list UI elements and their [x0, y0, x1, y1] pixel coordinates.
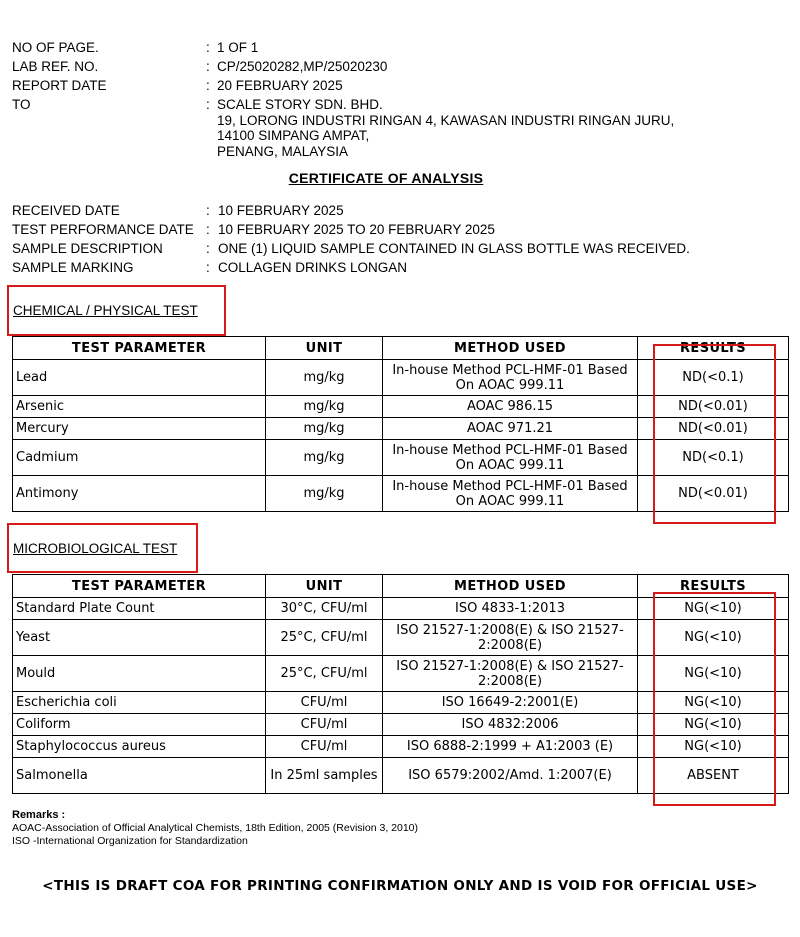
cell-result: NG(<10) — [638, 598, 789, 620]
chemical-results-highlight — [653, 344, 776, 524]
remarks-line: AOAC-Association of Official Analytical Chemists, 18th Edition, 2005 (Revision 3, 2010) — [12, 822, 419, 834]
field-label: NO OF PAGE. — [12, 40, 99, 55]
address-line: SCALE STORY SDN. BHD. — [217, 97, 383, 112]
cell-method: ISO 4832:2006 — [383, 714, 638, 736]
cell-unit: CFU/ml — [266, 736, 383, 758]
header-method-used: METHOD USED — [383, 337, 638, 360]
field-label: LAB REF. NO. — [12, 59, 99, 74]
cell-method: In-house Method PCL-HMF-01 Based On AOAC 999.11 — [383, 476, 638, 512]
cell-unit: In 25ml samples — [266, 758, 383, 794]
cell-parameter: Coliform — [13, 714, 266, 736]
cell-parameter: Cadmium — [13, 440, 266, 476]
micro-section-title: MICROBIOLOGICAL TEST — [13, 541, 178, 556]
cell-result: ABSENT — [638, 758, 789, 794]
cell-method: ISO 21527-1:2008(E) & ISO 21527-2:2008(E) — [383, 620, 638, 656]
field-label: REPORT DATE — [12, 78, 107, 93]
header-results: RESULTS — [638, 575, 789, 598]
cell-parameter: Mercury — [13, 418, 266, 440]
cell-method: ISO 4833-1:2013 — [383, 598, 638, 620]
cell-unit: 25°C, CFU/ml — [266, 620, 383, 656]
micro-results-highlight — [653, 592, 776, 806]
certificate-title: CERTIFICATE OF ANALYSIS — [288, 170, 484, 186]
field-label: SAMPLE MARKING — [12, 260, 134, 275]
chemical-title-highlight — [7, 285, 226, 336]
remarks-line: ISO -International Organization for Standardization — [12, 835, 248, 847]
address-line: 19, LORONG INDUSTRI RINGAN 4, KAWASAN INDUSTRI RINGAN JURU, — [217, 112, 675, 128]
cell-result: ND(<0.01) — [638, 418, 789, 440]
cell-result: ND(<0.01) — [638, 396, 789, 418]
cell-result: ND(<0.1) — [638, 360, 789, 396]
cell-parameter: Staphylococcus aureus — [13, 736, 266, 758]
cell-result: NG(<10) — [638, 714, 789, 736]
field-value: CP/25020282,MP/25020230 — [217, 59, 388, 74]
cell-unit: 25°C, CFU/ml — [266, 656, 383, 692]
cell-parameter: Arsenic — [13, 396, 266, 418]
cell-method: ISO 16649-2:2001(E) — [383, 692, 638, 714]
header-unit: UNIT — [266, 337, 383, 360]
header-method-used: METHOD USED — [383, 575, 638, 598]
cell-parameter: Standard Plate Count — [13, 598, 266, 620]
cell-parameter: Salmonella — [13, 758, 266, 794]
field-label: RECEIVED DATE — [12, 203, 120, 218]
address-line: 14100 SIMPANG AMPAT, — [217, 128, 370, 143]
cell-result: ND(<0.1) — [638, 440, 789, 476]
header-unit: UNIT — [266, 575, 383, 598]
remarks-title: Remarks : — [12, 809, 66, 821]
header-test-parameter: TEST PARAMETER — [13, 337, 266, 360]
field-value: 20 FEBRUARY 2025 — [217, 78, 343, 93]
cell-method: AOAC 986.15 — [383, 396, 638, 418]
cell-parameter: Mould — [13, 656, 266, 692]
cell-unit: mg/kg — [266, 396, 383, 418]
cell-parameter: Escherichia coli — [13, 692, 266, 714]
cell-unit: CFU/ml — [266, 714, 383, 736]
field-label: SAMPLE DESCRIPTION — [12, 241, 163, 256]
cell-parameter: Antimony — [13, 476, 266, 512]
cell-unit: mg/kg — [266, 476, 383, 512]
cell-method: ISO 21527-1:2008(E) & ISO 21527-2:2008(E) — [383, 656, 638, 692]
cell-method: AOAC 971.21 — [383, 418, 638, 440]
cell-unit: mg/kg — [266, 418, 383, 440]
remarks — [12, 809, 418, 848]
cell-unit: CFU/ml — [266, 692, 383, 714]
cell-unit: mg/kg — [266, 360, 383, 396]
cell-method: ISO 6579:2002/Amd. 1:2007(E) — [383, 758, 638, 794]
address-block — [217, 97, 674, 159]
cell-method: ISO 6888-2:1999 + A1:2003 (E) — [383, 736, 638, 758]
cell-result: NG(<10) — [638, 692, 789, 714]
micro-title-highlight — [7, 523, 198, 573]
field-value: 10 FEBRUARY 2025 — [218, 203, 344, 218]
draft-notice: <THIS IS DRAFT COA FOR PRINTING CONFIRMATION ONLY AND IS VOID FOR OFFICIAL USE> — [42, 878, 758, 894]
field-label: TO — [12, 97, 31, 112]
field-label: TEST PERFORMANCE DATE — [12, 222, 194, 237]
header-test-parameter: TEST PARAMETER — [13, 575, 266, 598]
cell-method: In-house Method PCL-HMF-01 Based On AOAC 999.11 — [383, 360, 638, 396]
cell-result: NG(<10) — [638, 656, 789, 692]
cell-method: In-house Method PCL-HMF-01 Based On AOAC 999.11 — [383, 440, 638, 476]
field-value: COLLAGEN DRINKS LONGAN — [218, 260, 408, 275]
address-line: PENANG, MALAYSIA — [217, 143, 349, 159]
cell-result: ND(<0.01) — [638, 476, 789, 512]
field-value: 1 OF 1 — [217, 40, 259, 55]
cell-unit: 30°C, CFU/ml — [266, 598, 383, 620]
cell-result: NG(<10) — [638, 736, 789, 758]
header-results: RESULTS — [638, 337, 789, 360]
cell-parameter: Lead — [13, 360, 266, 396]
cell-result: NG(<10) — [638, 620, 789, 656]
field-value: ONE (1) LIQUID SAMPLE CONTAINED IN GLASS BOTTLE WAS RECEIVED. — [218, 241, 690, 256]
cell-unit: mg/kg — [266, 440, 383, 476]
cell-parameter: Yeast — [13, 620, 266, 656]
field-value: 10 FEBRUARY 2025 TO 20 FEBRUARY 2025 — [218, 222, 495, 237]
chemical-section-title: CHEMICAL / PHYSICAL TEST — [13, 303, 198, 318]
